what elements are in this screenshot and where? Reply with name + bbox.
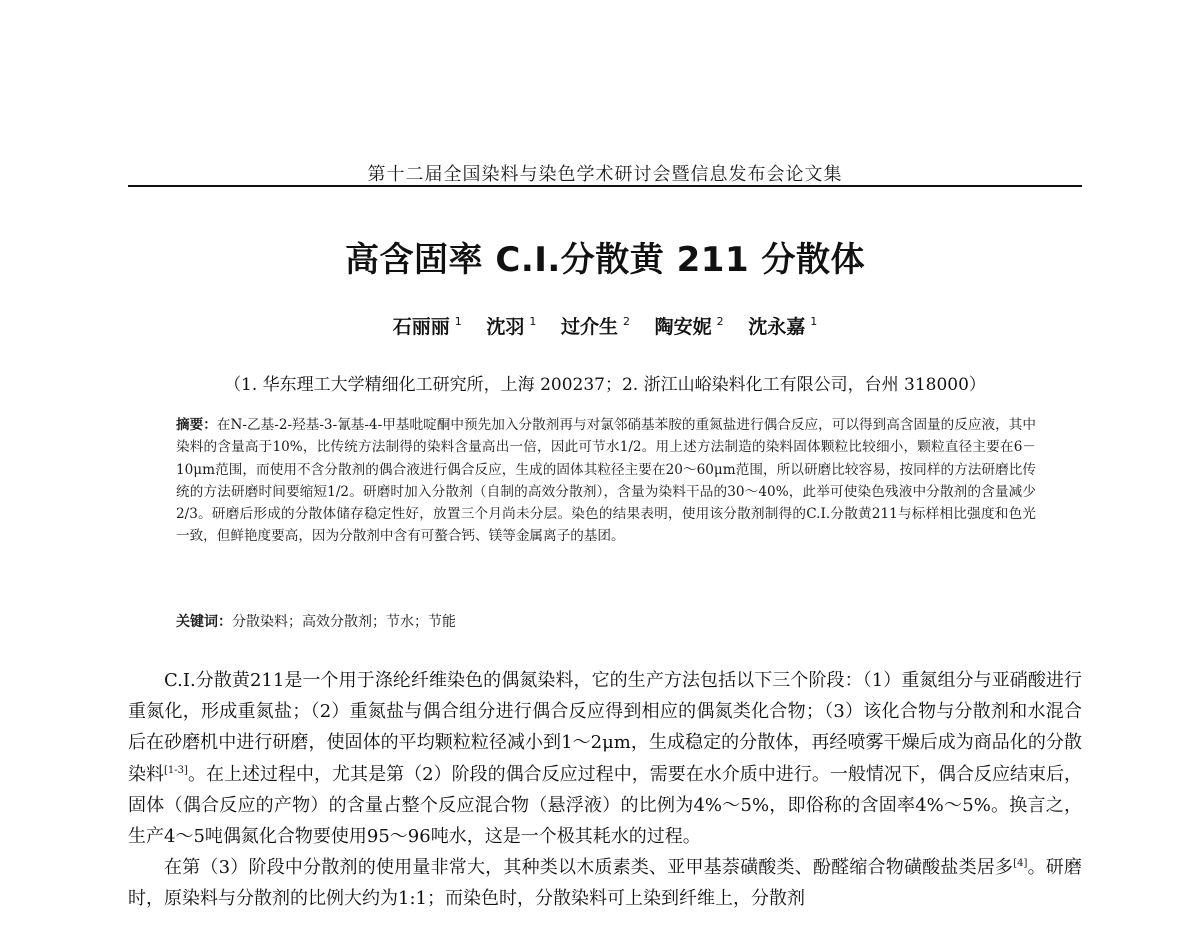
author (486, 312, 536, 339)
body-paragraph (128, 665, 1082, 852)
body-text (128, 665, 1082, 915)
body-paragraph-text: 。研磨时，原染料与分散剂的比例大约为1:1；而染色时，分散染料可上染到纤维上，分散剂 (128, 857, 1082, 910)
citation-ref: [1-3] (164, 764, 188, 776)
body-paragraph-text: 在第（3）阶段中分散剂的使用量非常大，其种类以木质素类、亚甲基萘磺酸类、酚醛缩合物磺酸盐类居多 (164, 857, 1014, 879)
author-name: 陶安妮 (654, 316, 712, 338)
author (393, 312, 462, 339)
author-name: 沈永嘉 (748, 316, 806, 338)
affiliation: （1. 华东理工大学精细化工研究所，上海 200237；2. 浙江山峪染料化工有限公司，台州 318000） (224, 375, 986, 395)
author-affiliation-mark: 2 (716, 315, 724, 328)
author (561, 312, 630, 339)
keywords (176, 611, 1036, 633)
author-name: 沈羽 (486, 316, 525, 338)
paper-title: 高含固率 C.I.分散黄 211 分散体 (345, 240, 865, 280)
header-rule (128, 185, 1082, 187)
author-affiliation-mark: 2 (623, 315, 630, 328)
author-affiliation-mark: 1 (529, 315, 537, 328)
author (748, 312, 817, 339)
author-name: 过介生 (560, 316, 618, 338)
author-affiliation-mark: 1 (454, 315, 462, 328)
keywords-text: 分散染料；高效分散剂；节水；节能 (232, 614, 456, 630)
abstract-label: 摘要： (176, 417, 217, 433)
abstract-text: 在N-乙基-2-羟基-3-氰基-4-甲基吡啶酮中预先加入分散剂再与对氯邻硝基苯胺的重氮盐进行偶合反应，可以得到高含固量的反应液，其中染料的含量高于10%，比传统方法制得的染料含量高出一倍，因此可节水1/2。用上述方法制造的染料固体颗粒比较细小，颗粒直径主要在6－10μm范围，而使用不含分散剂的偶合液进行偶合反应，生成的固体其粒径主要在20～60μm范围，所以研磨比较容易，按同样的方法研磨比传统的方法研磨时间要缩短1/2。研磨时加入分散剂（自制的高效分散剂），含量为染料干品的30～40%，此举可使染色残液中分散剂的含量减少2/3。研磨后形成的分散体储存稳定性好，放置三个月尚未分层。染色的结果表明，使用该分散剂制得的C.I.分散黄211与标样相比强度和色光一致，但鲜艳度要高，因为分散剂中含有可螯合钙、镁等金属离子的基团。 (176, 417, 1036, 545)
body-paragraph (128, 852, 1082, 914)
abstract (176, 414, 1036, 548)
running-header: 第十二届全国染料与染色学术研讨会暨信息发布会论文集 (367, 164, 843, 185)
author (655, 312, 724, 339)
author-affiliation-mark: 1 (810, 315, 818, 328)
citation-ref: [4] (1013, 858, 1028, 870)
body-paragraph-text: C.I.分散黄211是一个用于涤纶纤维染色的偶氮染料，它的生产方法包括以下三个阶段：（1）重氮组分与亚硝酸进行重氮化，形成重氮盐；（2）重氮盐与偶合组分进行偶合反应得到相应的偶氮类化合物；（3）该化合物与分散剂和水混合后在砂磨机中进行研磨，使固体的平均颗粒粒径减小到1～2μm，生成稳定的分散体，再经喷雾干燥后成为商品化的分散染料 (128, 670, 1082, 785)
body-paragraph-text: 。在上述过程中，尤其是第（2）阶段的偶合反应过程中，需要在水介质中进行。一般情况下，偶合反应结束后，固体（偶合反应的产物）的含量占整个反应混合物（悬浮液）的比例为4%～5%，即俗称的含固率4%～5%。换言之，生产4～5吨偶氮化合物要使用95～96吨水，这是一个极其耗水的过程。 (128, 763, 1083, 848)
keywords-label: 关键词： (176, 614, 232, 630)
author-list (128, 312, 1082, 339)
author-name: 石丽丽 (392, 316, 450, 338)
